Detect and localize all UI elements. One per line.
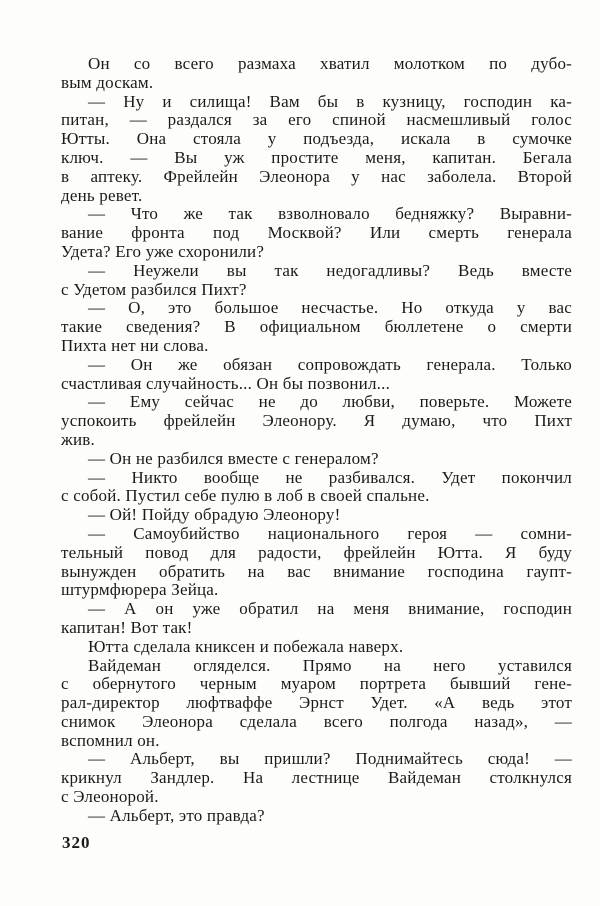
text-line: — Самоубийство национального героя — сомни- xyxy=(88,523,572,543)
text-line: капитан! Вот так! xyxy=(61,617,193,637)
text-line: с Удетом разбился Пихт? xyxy=(61,279,247,299)
text-line: крикнул Зандлер. На лестнице Вайдеман столкнулся xyxy=(61,768,572,788)
text-line: штурмфюрера Зейца. xyxy=(61,580,219,600)
text-line: Вайдеман огляделся. Прямо на него уставился xyxy=(88,655,572,675)
text-line: — Никто вообще не разбивался. Удет покончил xyxy=(88,467,572,487)
text-line: — Он же обязан сопровождать генерала. Только xyxy=(88,354,572,374)
text-line: — Ой! Пойду обрадую Элеонору! xyxy=(88,505,341,525)
text-line: вспомнил он. xyxy=(61,730,160,750)
text-line: вынужден обратить на вас внимание господина гаупт- xyxy=(61,561,572,581)
text-line: такие сведения? В официальном бюллетене о смерти xyxy=(61,317,572,337)
text-line: питан, — раздался за его спиной насмешливый голос xyxy=(61,110,572,130)
text-line: — Альберт, это правда? xyxy=(88,805,265,825)
text-line: Удета? Его уже схоронили? xyxy=(61,241,265,261)
text-line: вым доскам. xyxy=(61,72,154,92)
text-line: с обернутого черным муаром портрета бывший гене- xyxy=(61,674,572,694)
text-line: — О, это большое несчастье. Но откуда у вас xyxy=(88,298,572,318)
text-line: с собой. Пустил себе пулю в лоб в своей спальне. xyxy=(61,486,430,506)
text-line: успокоить фрейлейн Элеонору. Я думаю, что Пихт xyxy=(61,411,572,431)
text-line: — А он уже обратил на меня внимание, господин xyxy=(88,599,572,619)
text-line: ключ. — Вы уж простите меня, капитан. Бегала xyxy=(61,147,572,167)
text-line: в аптеку. Фрейлейн Элеонора у нас заболела. Второй xyxy=(61,166,572,186)
text-line: Ютта сделала книксен и побежала наверх. xyxy=(88,636,404,656)
text-line: Ютты. Она стояла у подъезда, искала в сумочке xyxy=(61,129,572,149)
text-line: счастливая случайность... Он бы позвонил... xyxy=(61,373,391,393)
text-line: тельный повод для радости, фрейлейн Ютта. Я буду xyxy=(61,542,572,562)
text-line: с Элеонорой. xyxy=(61,787,159,807)
text-line: — Ему сейчас не до любви, поверьте. Можете xyxy=(88,392,572,412)
text-line: жив. xyxy=(61,429,95,449)
page-number: 320 xyxy=(62,833,91,852)
text-line: снимок Элеонора сделала всего полгода назад», — xyxy=(61,711,572,731)
text-line: — Альберт, вы пришли? Поднимайтесь сюда! — xyxy=(88,749,572,769)
text-line: Он со всего размаха хватил молотком по дубо- xyxy=(88,54,572,73)
text-line: — Неужели вы так недогадливы? Ведь вместе xyxy=(88,260,572,280)
text-line: Пихта нет ни слова. xyxy=(61,335,209,355)
text-line: — Что же так взволновало бедняжку? Выравни- xyxy=(88,204,572,224)
text-line: день ревет. xyxy=(61,185,143,205)
text-line: рал-директор люфтваффе Эрнст Удет. «А ведь этот xyxy=(61,693,572,713)
text-line: — Он не разбился вместе с генералом? xyxy=(88,448,379,468)
text-line: — Ну и силища! Вам бы в кузницу, господин ка- xyxy=(88,91,572,111)
page-text xyxy=(61,55,572,826)
text-line: вание фронта под Москвой? Или смерть генерала xyxy=(61,223,572,243)
